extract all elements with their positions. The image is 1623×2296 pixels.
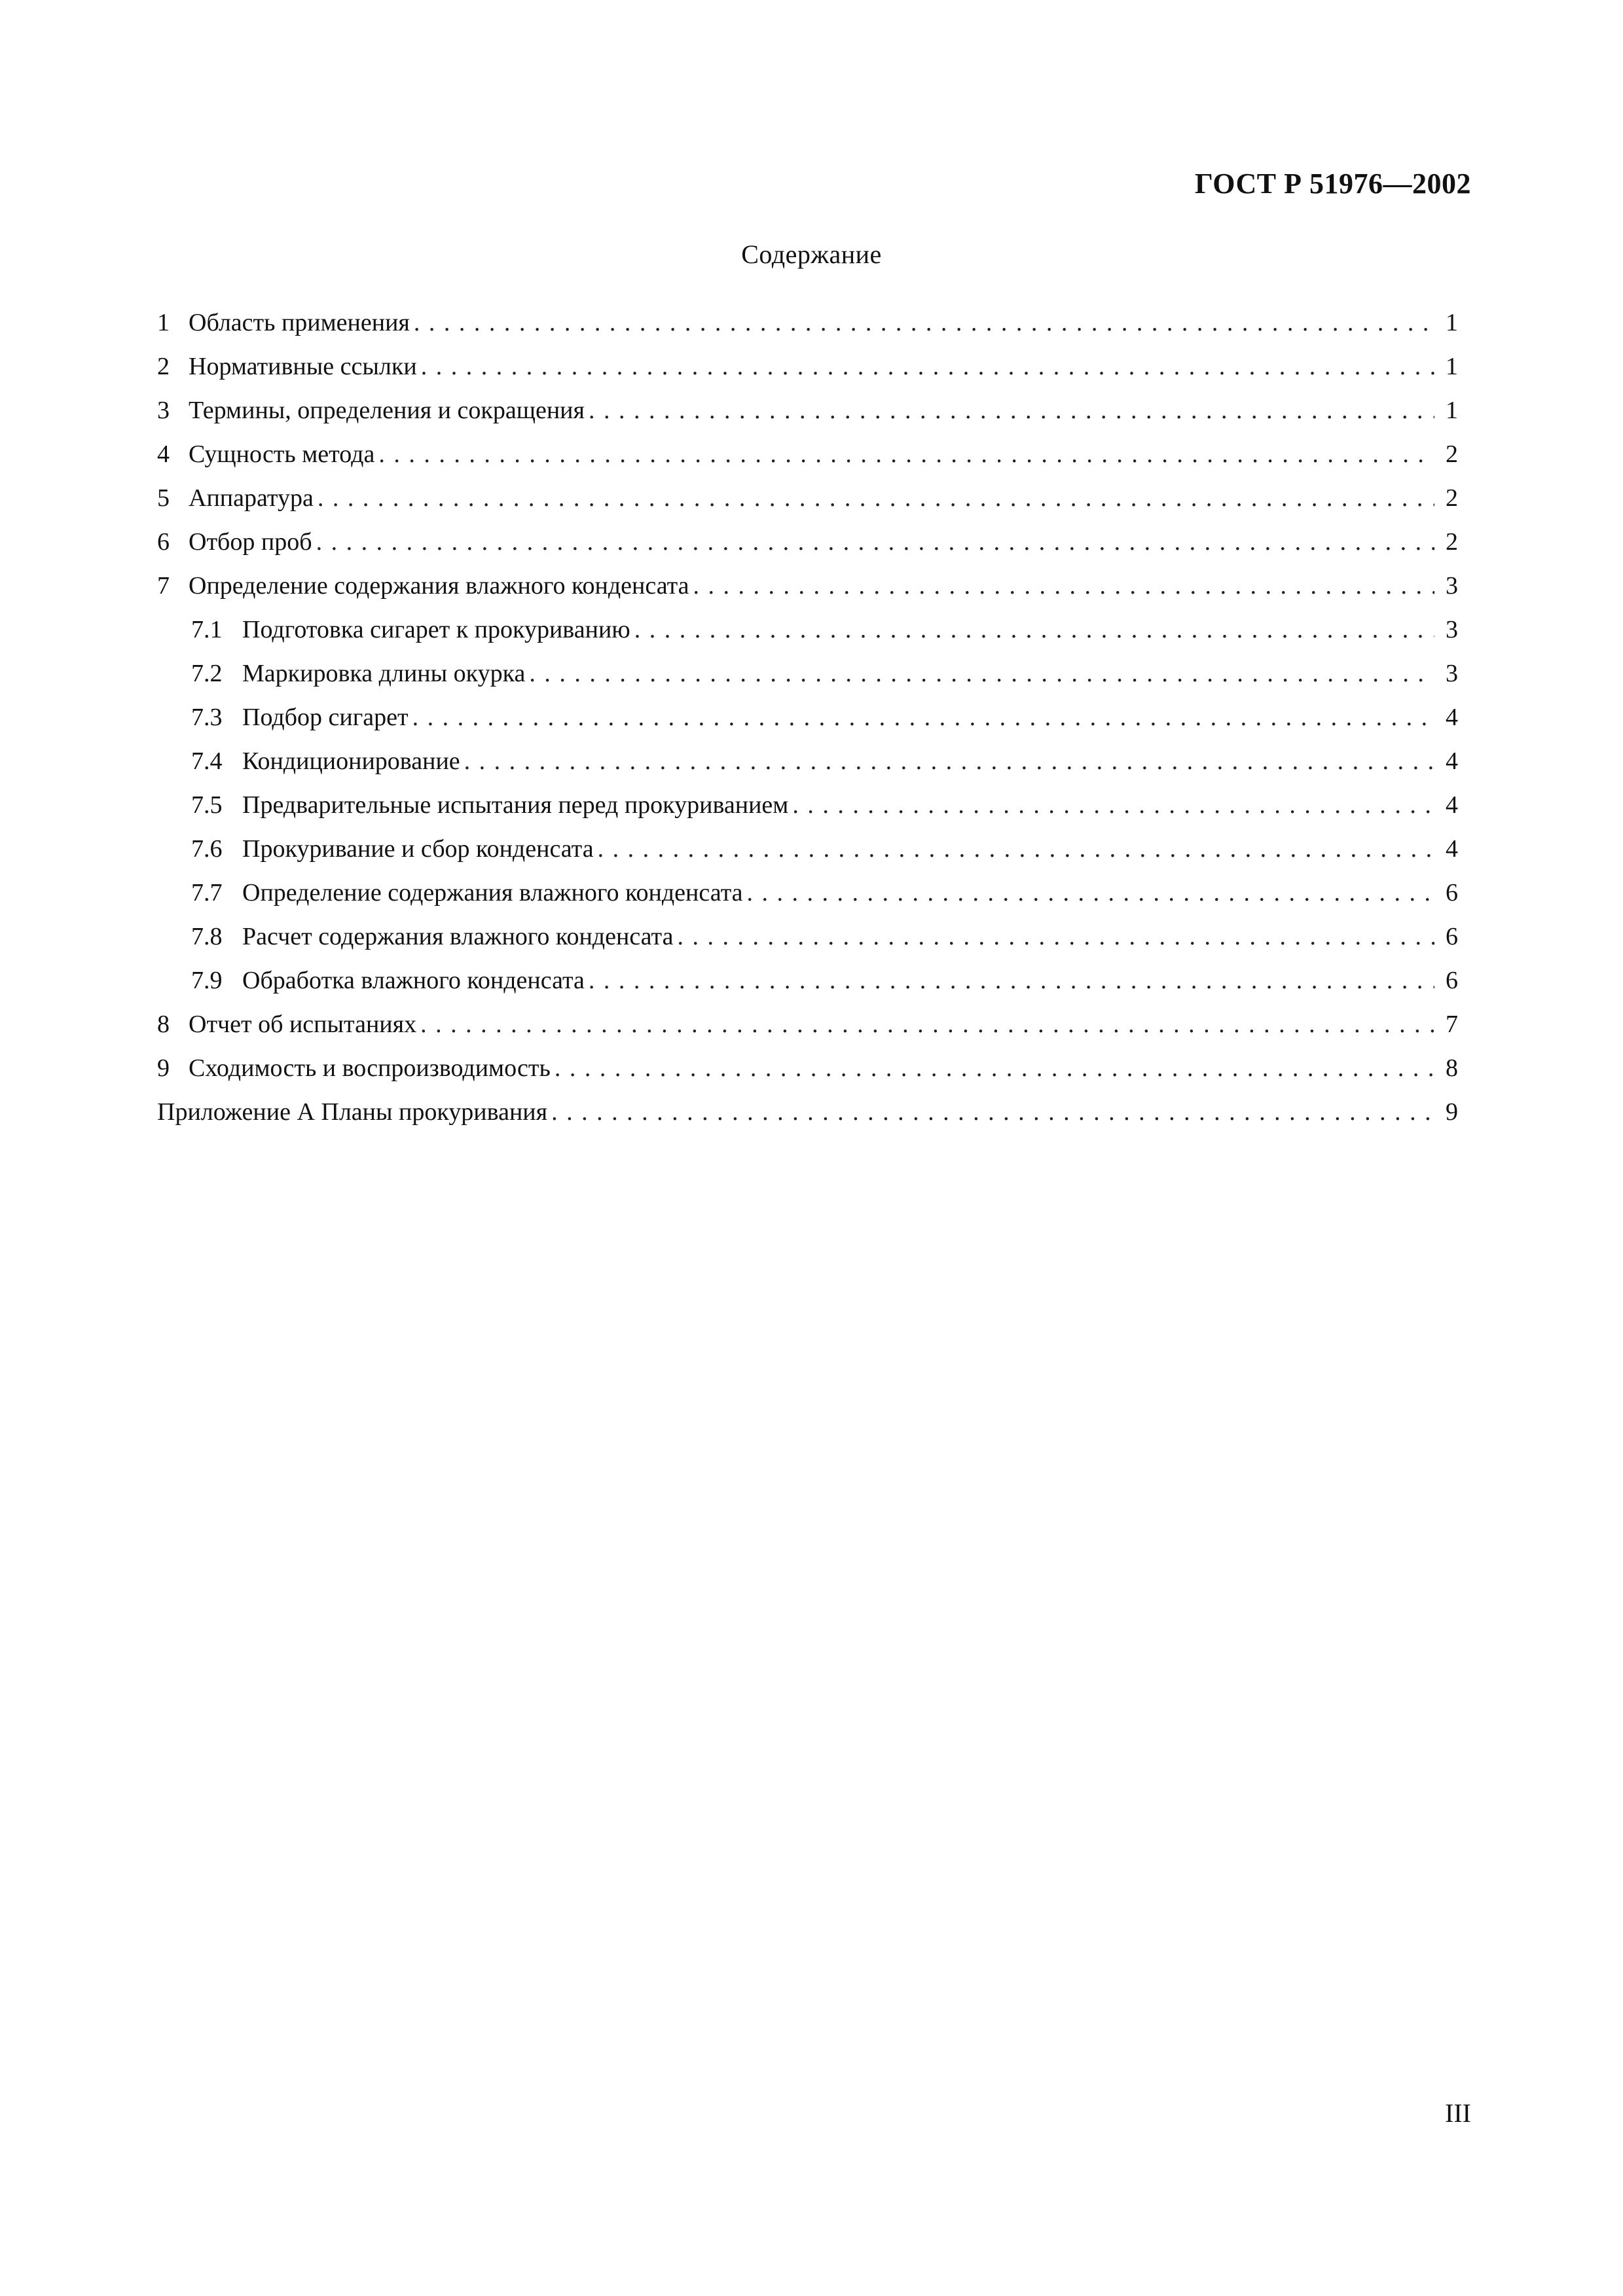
- toc-entry-label: Определение содержания влажного конденсата: [242, 879, 743, 906]
- toc-entry[interactable]: [157, 389, 1458, 433]
- toc-entry[interactable]: [157, 345, 1458, 389]
- toc-dot-leader: [792, 783, 1434, 827]
- table-of-contents: [157, 301, 1458, 1134]
- toc-entry[interactable]: [157, 740, 1458, 783]
- toc-dot-leader: [414, 301, 1434, 345]
- toc-dot-leader: [589, 959, 1434, 1003]
- toc-dot-leader: [551, 1090, 1434, 1134]
- toc-entry-page: 6: [1446, 923, 1458, 950]
- toc-entry-number: 6: [157, 528, 170, 556]
- toc-entry-label: Подготовка сигарет к прокуриванию: [242, 616, 630, 643]
- toc-entry-number: 1: [157, 309, 170, 336]
- toc-entry-number: 4: [157, 440, 170, 468]
- toc-appendix-entry[interactable]: [157, 1090, 1458, 1134]
- toc-entry[interactable]: [157, 783, 1458, 827]
- toc-entry-label: Определение содержания влажного конденсата: [189, 572, 689, 600]
- toc-entry-number: 7.5: [191, 791, 223, 819]
- toc-dot-leader: [555, 1047, 1434, 1090]
- toc-entry-number: 7.4: [191, 747, 223, 775]
- toc-dot-leader: [412, 696, 1434, 740]
- toc-entry[interactable]: [157, 696, 1458, 740]
- toc-entry-label: Маркировка длины окурка: [242, 660, 526, 687]
- toc-entry[interactable]: [157, 915, 1458, 959]
- toc-entry[interactable]: [157, 652, 1458, 696]
- toc-dot-leader: [421, 345, 1434, 389]
- toc-entry[interactable]: [157, 564, 1458, 608]
- toc-entry-number: 7.3: [191, 704, 223, 731]
- toc-dot-leader: [693, 564, 1434, 608]
- toc-entry-page: 1: [1446, 397, 1458, 424]
- toc-entry-label: Предварительные испытания перед прокуриванием: [242, 791, 789, 819]
- toc-entry-number: 3: [157, 397, 170, 424]
- toc-entry-page: 4: [1446, 791, 1458, 819]
- toc-entry-label: Прокуривание и сбор конденсата: [242, 835, 594, 863]
- toc-dot-leader: [318, 476, 1434, 520]
- toc-entry-page: 4: [1446, 747, 1458, 775]
- toc-entry-page: 4: [1446, 835, 1458, 863]
- toc-entry-label: Отчет об испытаниях: [189, 1011, 417, 1038]
- document-id: ГОСТ Р 51976—2002: [1194, 168, 1471, 200]
- toc-dot-leader: [316, 520, 1434, 564]
- toc-entry[interactable]: [157, 608, 1458, 652]
- toc-entry[interactable]: [157, 301, 1458, 345]
- toc-entry[interactable]: [157, 1003, 1458, 1047]
- toc-entry-number: 8: [157, 1011, 170, 1038]
- toc-entry-label: Термины, определения и сокращения: [189, 397, 585, 424]
- toc-entry-number: 5: [157, 484, 170, 512]
- toc-entry-number: 7: [157, 572, 170, 600]
- toc-entry[interactable]: [157, 476, 1458, 520]
- toc-entry-label: Нормативные ссылки: [189, 353, 417, 380]
- toc-entry[interactable]: [157, 520, 1458, 564]
- toc-entry-page: 1: [1446, 309, 1458, 336]
- toc-dot-leader: [529, 652, 1434, 696]
- toc-entry-number: 7.9: [191, 967, 223, 994]
- toc-entry-label: Расчет содержания влажного конденсата: [242, 923, 674, 950]
- toc-entry-number: 7.7: [191, 879, 223, 906]
- toc-dot-leader: [464, 740, 1434, 783]
- toc-entry-page: 6: [1446, 967, 1458, 994]
- toc-entry-label: Подбор сигарет: [242, 704, 409, 731]
- toc-entry-page: 9: [1446, 1098, 1458, 1126]
- toc-entry-page: 7: [1446, 1011, 1458, 1038]
- toc-entry-label: Кондиционирование: [242, 747, 460, 775]
- toc-entry-number: 7.8: [191, 923, 223, 950]
- toc-entry-number: 9: [157, 1054, 170, 1082]
- toc-entry-number: 7.2: [191, 660, 223, 687]
- toc-entry-page: 3: [1446, 572, 1458, 600]
- toc-dot-leader: [747, 871, 1434, 915]
- toc-entry-label: Сходимость и воспроизводимость: [189, 1054, 551, 1082]
- toc-entry-page: 8: [1446, 1054, 1458, 1082]
- toc-dot-leader: [378, 433, 1434, 476]
- toc-entry-label: Сущность метода: [189, 440, 375, 468]
- toc-entry-number: 7.1: [191, 616, 223, 643]
- toc-dot-leader: [634, 608, 1434, 652]
- page-number: III: [1445, 2098, 1471, 2128]
- toc-entry-page: 3: [1446, 660, 1458, 687]
- toc-entry-number: 7.6: [191, 835, 223, 863]
- toc-title: Содержание: [741, 240, 882, 269]
- toc-dot-leader: [420, 1003, 1434, 1047]
- toc-entry-page: 2: [1446, 440, 1458, 468]
- toc-entry-label: Аппаратура: [189, 484, 314, 512]
- toc-entry-page: 2: [1446, 484, 1458, 512]
- toc-entry[interactable]: [157, 959, 1458, 1003]
- toc-dot-leader: [678, 915, 1435, 959]
- toc-entry-page: 1: [1446, 353, 1458, 380]
- toc-entry[interactable]: [157, 433, 1458, 476]
- toc-entry-label: Приложение А Планы прокуривания: [157, 1098, 548, 1126]
- toc-entry[interactable]: [157, 1047, 1458, 1090]
- toc-entry-label: Область применения: [189, 309, 410, 336]
- toc-dot-leader: [598, 827, 1434, 871]
- toc-entry-page: 3: [1446, 616, 1458, 643]
- toc-entry-label: Обработка влажного конденсата: [242, 967, 585, 994]
- toc-entry-number: 2: [157, 353, 170, 380]
- toc-dot-leader: [589, 389, 1434, 433]
- toc-entry-page: 4: [1446, 704, 1458, 731]
- toc-entry-page: 2: [1446, 528, 1458, 556]
- toc-entry[interactable]: [157, 871, 1458, 915]
- toc-entry-page: 6: [1446, 879, 1458, 906]
- toc-entry-label: Отбор проб: [189, 528, 312, 556]
- toc-entry[interactable]: [157, 827, 1458, 871]
